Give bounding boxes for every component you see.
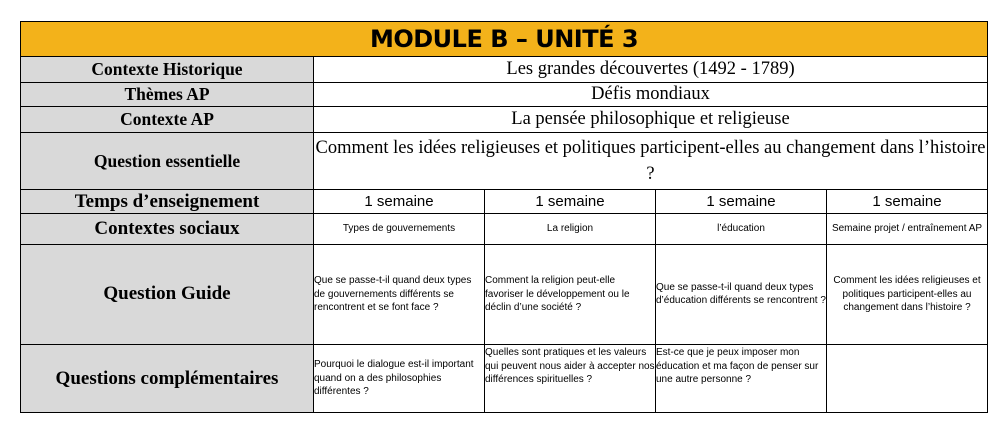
historical-context-label: Contexte Historique [21, 56, 314, 82]
module-title: MODULE B – UNITÉ 3 [21, 22, 988, 57]
complementary-question-1: Pourquoi le dialogue est-il important quand on a des philosophies différentes ? [314, 345, 485, 413]
ap-context-value: La pensée philosophique et religieuse [314, 107, 988, 133]
guide-question-1: Que se passe-t-il quand deux types de gouvernements différents se rencontrent et se font face ? [314, 244, 485, 345]
social-contexts-label: Contextes sociaux [21, 213, 314, 244]
teaching-time-week-3: 1 semaine [656, 190, 827, 214]
guide-question-label: Question Guide [21, 244, 314, 345]
ap-themes-value: Défis mondiaux [314, 82, 988, 107]
social-context-3: l’éducation [656, 213, 827, 244]
complementary-questions-row [21, 345, 988, 413]
ap-themes-label: Thèmes AP [21, 82, 314, 107]
social-context-4: Semaine projet / entraînement AP [827, 213, 988, 244]
complementary-question-4 [827, 345, 988, 413]
teaching-time-week-4: 1 semaine [827, 190, 988, 214]
historical-context-value: Les grandes découvertes (1492 - 1789) [314, 56, 988, 82]
guide-question-3: Que se passe-t-il quand deux types d’éducation différents se rencontrent ? [656, 244, 827, 345]
essential-question-label: Question essentielle [21, 132, 314, 189]
guide-question-4: Comment les idées religieuses et politiques participent-elles au changement dans l’histoire ? [827, 244, 988, 345]
essential-question-value: Comment les idées religieuses et politiques participent-elles au changement dans l’histoire ? [314, 132, 988, 189]
guide-question-2: Comment la religion peut-elle favoriser le développement ou le déclin d’une société ? [485, 244, 656, 345]
guide-question-row [21, 244, 988, 345]
teaching-time-label: Temps d’enseignement [21, 190, 314, 214]
social-context-2: La religion [485, 213, 656, 244]
social-context-1: Types de gouvernements [314, 213, 485, 244]
essential-question-row [21, 132, 988, 189]
ap-themes-row [21, 82, 988, 107]
title-row [21, 22, 988, 57]
complementary-question-2: Quelles sont pratiques et les valeurs qui peuvent nous aider à accepter nos différences spirituelles ? [485, 345, 656, 413]
teaching-time-week-2: 1 semaine [485, 190, 656, 214]
social-contexts-row [21, 213, 988, 244]
teaching-time-row [21, 190, 988, 214]
ap-context-label: Contexte AP [21, 107, 314, 133]
complementary-question-3: Est-ce que je peux imposer mon éducation et ma façon de penser sur une autre personne ? [656, 345, 827, 413]
complementary-questions-label: Questions complémentaires [21, 345, 314, 413]
ap-context-row [21, 107, 988, 133]
unit-table [20, 21, 988, 413]
historical-context-row [21, 56, 988, 82]
teaching-time-week-1: 1 semaine [314, 190, 485, 214]
